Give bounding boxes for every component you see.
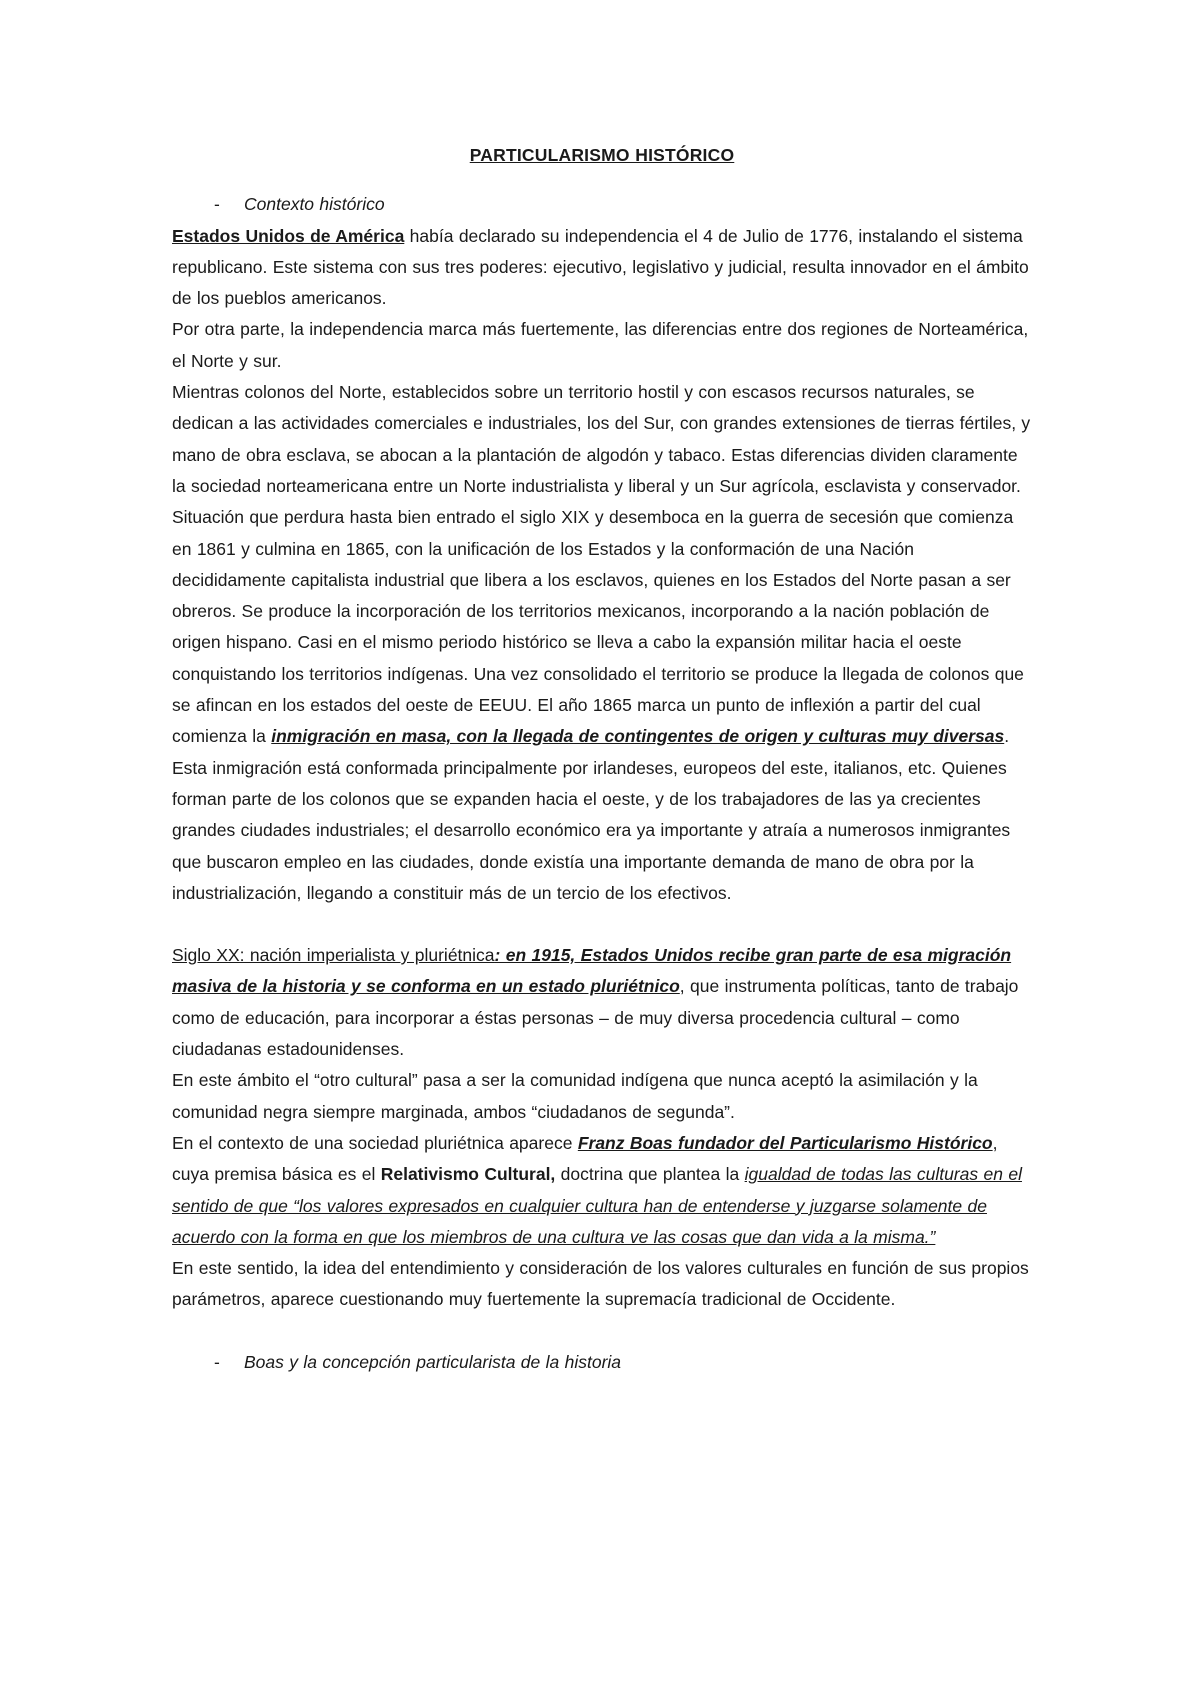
paragraph-gap xyxy=(172,909,1032,940)
underlined-heading: Siglo XX: nación imperialista y pluriétnica xyxy=(172,945,495,966)
bold-relativismo: Relativismo Cultural, xyxy=(380,1164,556,1185)
paragraph-occidente: En este sentido, la idea del entendimiento y consideración de los valores culturales en función de sus propios parámetros, aparece cuestionando muy fuertemente la supremacía tradicional de Occidente. xyxy=(172,1258,1029,1310)
paragraph-independence xyxy=(172,221,1032,315)
paragraph-regions: Por otra parte, la independencia marca más fuertemente, las diferencias entre dos regiones de Norteamérica, el Norte y sur. xyxy=(172,319,1029,371)
paragraph-text: En el contexto de una sociedad pluriétnica aparece xyxy=(172,1132,578,1153)
document-page xyxy=(172,140,1032,1378)
paragraph-text: . Esta inmigración está conformada principalmente por irlandeses, europeos del este, italianos, etc. Quienes forman parte de los colonos que se expanden hacia el oeste, y de los trabajadores de las ya crecientes grandes ciudades industriales; el desarrollo económico era ya importante y atraía a numerosos inmigrantes que buscaron empleo en las ciudades, donde existía una importante demanda de mano de obra por la industrialización, llegando a constituir más de un tercio de los efectivos. xyxy=(172,726,1011,903)
emphasis-migration: : en 1915, Estados Unidos recibe gran parte de esa migración masiva de la historia y se conforma en un estado pluriétnico xyxy=(172,945,1012,997)
paragraph-text: había declarado su independencia el 4 de Julio de 1776, instalando el sistema republicano. Este sistema con sus tres poderes: ejecutivo, legislativo y judicial, resulta innovador en el ámbito de los pueblos americanos. xyxy=(172,225,1029,309)
paragraph-text: Mientras colonos del Norte, establecidos sobre un territorio hostil y con escasos recursos naturales, se dedican a las actividades comerciales e industriales, los del Sur, con grandes extensiones de tierras fértiles, y mano de obra esclava, se abocan a la plantación de algodón y tabaco. Estas diferencias dividen claramente la sociedad norteamericana entre un Norte industrialista y liberal y un Sur agrícola, esclavista y conservador. Situación que perdura hasta bien entrado el siglo XIX y desemboca en la guerra de secesión que comienza en 1861 y culmina en 1865, con la unificación de los Estados y la conformación de una Nación decididamente capitalista industrial que libera a los esclavos, quienes en los Estados del Norte pasan a ser obreros. Se produce la incorporación de los territorios mexicanos, incorporando a la nación población de origen hispano. Casi en el mismo periodo histórico se lleva a cabo la expansión militar hacia el oeste conquistando los territorios indígenas. Una vez consolidado el territorio se produce la llegada de colonos que se afincan en los estados del oeste de EEUU. El año 1865 marca un punto de inflexión a partir del cual comienza la xyxy=(172,382,1031,747)
emphasis-immigration: inmigración en masa, con la llegada de contingentes de origen y culturas muy diversas xyxy=(271,726,1005,747)
emphasis-franz-boas: Franz Boas fundador del Particularismo Histórico xyxy=(577,1132,993,1153)
emphasis-usa: Estados Unidos de América xyxy=(172,225,405,246)
emphasis-igualdad: igualdad de todas las culturas en el sentido de que “los valores expresados en cualquier cultura han de entenderse y juzgarse solamente de acuerdo con la forma en que los miembros de una cultura ve las cosas que dan vida a la misma.” xyxy=(172,1164,1022,1247)
paragraph-otro-cultural: En este ámbito el “otro cultural” pasa a ser la comunidad indígena que nunca aceptó la asimilación y la comunidad negra siempre marginada, ambos “ciudadanos de segunda”. xyxy=(172,1070,978,1122)
paragraph-siglo-xx xyxy=(172,940,1032,1065)
section-heading-text: Contexto histórico xyxy=(244,194,385,215)
section-heading-boas xyxy=(172,1347,1032,1378)
bullet-marker: - xyxy=(214,1351,220,1372)
paragraph-text: , cuya premisa básica es el xyxy=(172,1132,998,1185)
paragraph-text: doctrina que plantea la xyxy=(555,1164,745,1185)
bullet-marker: - xyxy=(214,194,220,215)
section-heading-text: Boas y la concepción particularista de la historia xyxy=(244,1351,622,1372)
paragraph-gap xyxy=(172,1316,1032,1347)
document-title: PARTICULARISMO HISTÓRICO xyxy=(469,145,735,165)
paragraph-text: , que instrumenta políticas, tanto de trabajo como de educación, para incorporar a éstas personas – de muy diversa procedencia cultural – como ciudadanas estadounidenses. xyxy=(172,976,1019,1060)
paragraph-north-south xyxy=(172,377,1032,909)
section-heading-contexto xyxy=(172,189,1032,220)
paragraph-boas xyxy=(172,1128,1032,1253)
